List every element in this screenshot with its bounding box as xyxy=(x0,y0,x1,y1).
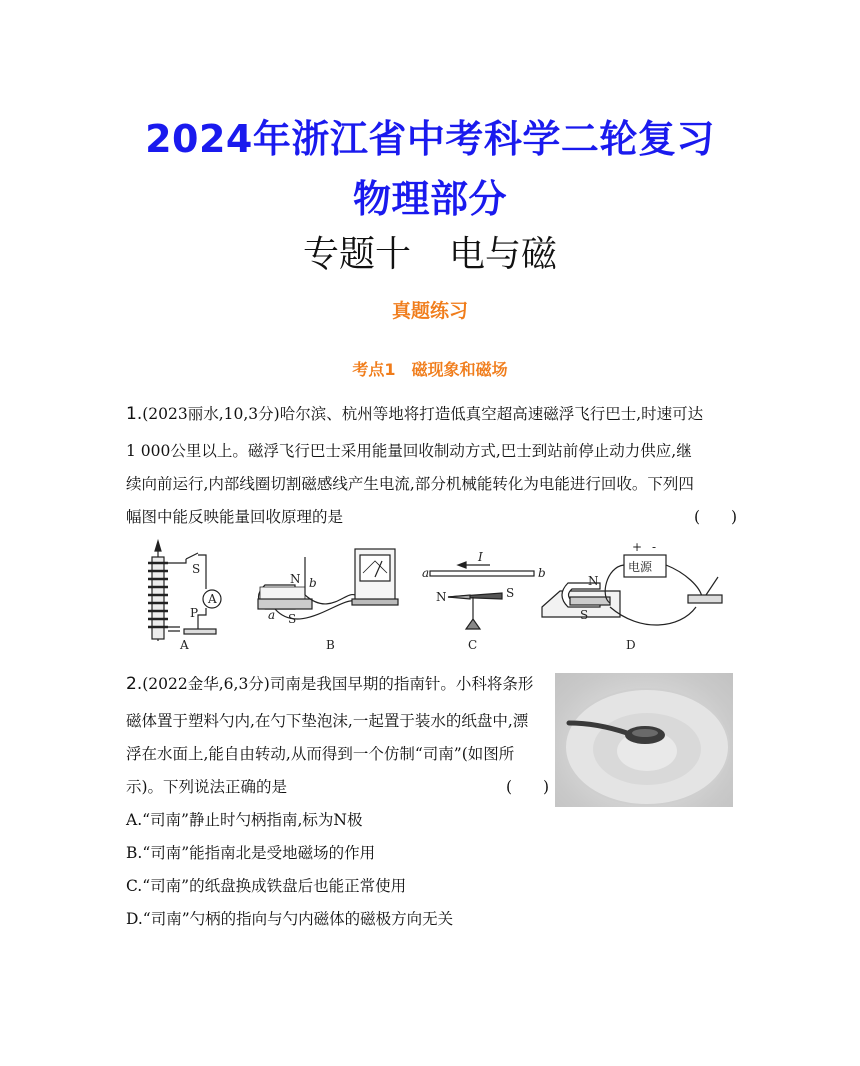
d-minus-label: - xyxy=(652,540,657,554)
q1-text-4: 幅图中能反映能量回收原理的是 xyxy=(126,508,344,526)
a-meter-label: A xyxy=(208,592,217,606)
c-north-label: N xyxy=(436,590,447,604)
topic-prefix: 专题十 xyxy=(302,234,411,275)
diagram-c xyxy=(422,550,546,652)
q1-text-2: 1 000公里以上。磁浮飞行巴士采用能量回收制动方式,巴士到站前停止动力供应,继 xyxy=(126,442,692,460)
diagram-d xyxy=(542,540,722,652)
c-current-label: I xyxy=(478,550,483,564)
diagram-d-label: D xyxy=(626,638,636,652)
q1-number: 1. xyxy=(126,404,143,424)
q2-line-1 xyxy=(126,672,533,694)
q2-number: 2. xyxy=(126,674,143,694)
diagram-c-label: C xyxy=(468,638,478,652)
b-end-b: b xyxy=(309,576,317,590)
topic-name: 电与磁 xyxy=(449,234,558,275)
q2-text-1: (2022金华,6,3分)司南是我国早期的指南针。小科将条形 xyxy=(142,675,534,693)
diagram-b-label: B xyxy=(326,638,335,652)
q2-answer-paren: ( ) xyxy=(506,778,550,796)
q2-option-b: B.“司南”能指南北是受地磁场的作用 xyxy=(126,844,376,862)
a-slider-label: P xyxy=(190,606,199,620)
q1-figure xyxy=(140,537,740,653)
spoon-illustration xyxy=(555,673,733,807)
q2-text-2: 磁体置于塑料勺内,在勺下垫泡沫,一起置于装水的纸盘中,漂 xyxy=(126,712,529,730)
c-south-label: S xyxy=(506,586,515,600)
d-plus-label: + xyxy=(632,540,643,554)
section-heading: 真题练习 xyxy=(391,300,468,322)
diagram-a-label: A xyxy=(180,638,189,652)
q1-text-3: 续向前运行,内部线圈切割磁感线产生电流,部分机械能转化为电能进行回收。下列四 xyxy=(126,475,694,493)
d-north-label: N xyxy=(588,574,599,588)
c-end-b: b xyxy=(538,566,546,580)
diagram-b xyxy=(258,549,398,652)
q1-answer-paren: ( ) xyxy=(694,508,738,526)
document-title: 2024年浙江省中考科学二轮复习 xyxy=(145,117,715,161)
sinan-photo xyxy=(555,673,733,807)
kaodian-heading xyxy=(0,357,860,380)
kaodian-prefix: 考点1 xyxy=(352,360,396,379)
q1-text-1: (2023丽水,10,3分)哈尔滨、杭州等地将打造低真空超高速磁浮飞行巴士,时速可达 xyxy=(142,405,704,423)
diagram-a xyxy=(148,541,221,652)
c-end-a: a xyxy=(422,566,430,580)
q2-text-3: 浮在水面上,能自由转动,从而得到一个仿制“司南”(如图所 xyxy=(126,745,515,763)
topic-heading xyxy=(0,226,860,277)
d-south-label: S xyxy=(580,608,589,622)
q2-text-4: 示)。下列说法正确的是 xyxy=(126,778,288,796)
b-end-a: a xyxy=(268,608,276,622)
q1-line-1 xyxy=(126,402,703,424)
b-north-label: N xyxy=(290,572,301,586)
q2-option-d: D.“司南”勺柄的指向与勺内磁体的磁极方向无关 xyxy=(126,910,454,928)
q2-option-c: C.“司南”的纸盘换成铁盘后也能正常使用 xyxy=(126,877,407,895)
q2-option-a: A.“司南”静止时勺柄指南,标为N极 xyxy=(126,811,363,829)
d-power-label: 电源 xyxy=(628,560,653,574)
a-switch-label: S xyxy=(192,562,201,576)
b-south-label: S xyxy=(288,612,297,626)
kaodian-name: 磁现象和磁场 xyxy=(411,360,508,379)
document-subtitle: 物理部分 xyxy=(352,177,507,221)
